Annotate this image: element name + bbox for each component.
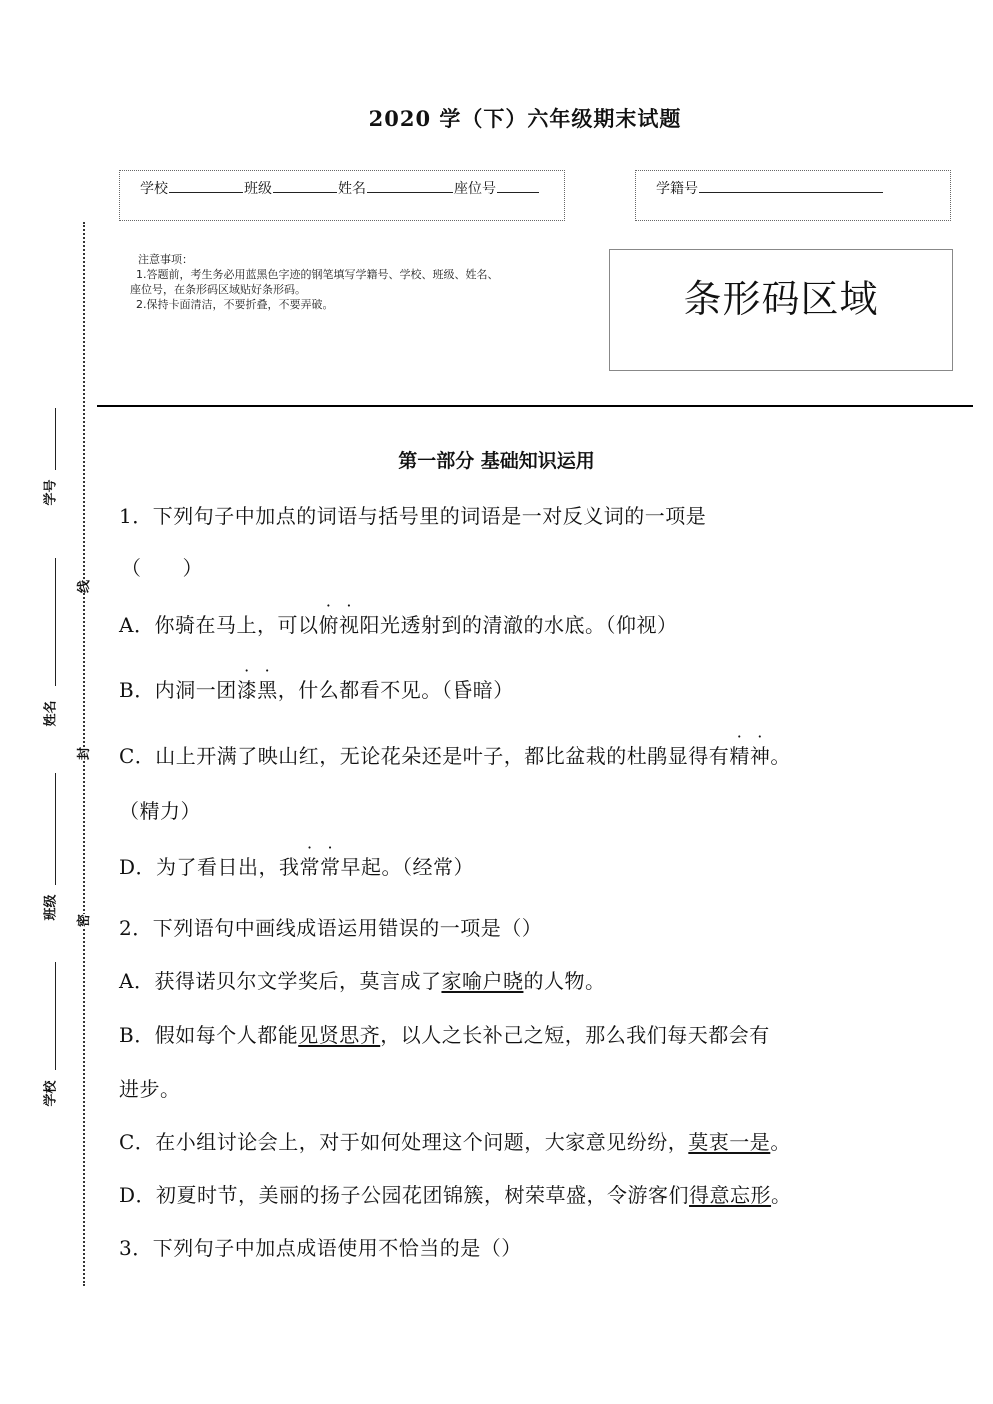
emphasis-char: 漆 [236,678,258,702]
q2-option-b: B．假如每个人都能见贤思齐，以人之长补己之短，那么我们每天都会有 [119,1023,770,1047]
q1-option-a: A．你骑在马上，可以俯视阳光透射到的清澈的水底。（仰视） [119,613,678,637]
name-line [55,558,56,686]
barcode-area [609,249,953,371]
class-label: 班级 [244,181,272,197]
emphasis-char: 常 [299,855,321,879]
notes-line-2: 2.保持卡面清洁，不要折叠，不要弄破。 [136,298,334,311]
student-id-box [635,170,951,221]
underlined-idiom: 得意忘形 [689,1183,772,1207]
class-label-vertical: 班级 [43,894,59,921]
q1-option-d: D．为了看日出，我常常早起。（经常） [119,855,475,879]
student-id-blank[interactable] [699,178,883,193]
barcode-label: 条形码区域 [683,277,879,321]
name-blank[interactable] [367,178,453,193]
name-label: 姓名 [338,181,366,197]
q1-answer-paren: （ ） [121,556,203,580]
q3-stem: 3．下列句子中加点成语使用不恰当的是（） [119,1236,522,1260]
q2-stem: 2．下列语句中画线成语运用错误的一项是（） [119,916,543,940]
q2-option-d: D．初夏时节，美丽的扬子公园花团锦簇，树荣草盛，令游客们得意忘形。 [119,1183,792,1207]
school-line [55,962,56,1070]
exam-notes [130,252,590,312]
underlined-idiom: 莫衷一是 [688,1130,771,1154]
seat-label: 座位号 [454,181,496,197]
seal-mark-mi: 密 [73,914,92,927]
emphasis-char: 视 [338,613,360,637]
emphasis-char: 黑 [257,678,278,702]
notes-line-1: 1.答题前，考生务必用蓝黑色字迹的钢笔填写学籍号、学校、班级、姓名、 [136,268,499,281]
q1-stem: 1．下列句子中加点的词语与括号里的词语是一对反义词的一项是 [119,504,707,528]
school-blank[interactable] [169,178,243,193]
seat-blank[interactable] [497,178,539,193]
emphasis-char: 俯 [318,613,339,637]
class-blank[interactable] [273,178,337,193]
seal-mark-xian: 线 [73,580,92,593]
notes-line-1b: 座位号，在条形码区域贴好条形码。 [130,283,306,296]
notes-heading: 注意事项： [138,253,193,266]
seal-mark-feng: 封 [73,747,92,760]
section-title: 第一部分 基础知识运用 [398,450,595,472]
underlined-idiom: 家喻户晓 [441,969,524,993]
emphasis-char: 常 [320,855,341,879]
q1-option-c-tail: （精力） [119,799,201,823]
q2-option-b-tail: 进步。 [119,1077,181,1101]
school-label: 学校 [140,181,168,197]
student-info-box [119,170,565,221]
q2-option-a: A．获得诺贝尔文学奖后，莫言成了家喻户晓的人物。 [119,969,606,993]
q2-option-c: C．在小组讨论会上，对于如何处理这个问题，大家意见纷纷，莫衷一是。 [119,1130,791,1154]
emphasis-char: 神 [749,744,771,768]
header-divider [97,405,973,407]
emphasis-char: 精 [729,744,750,768]
q1-option-c: C．山上开满了映山红，无论花朵还是叶子，都比盆栽的杜鹃显得有精神。 [119,744,791,768]
student-id-label: 学籍号 [656,181,698,197]
student-no-label: 学号 [43,479,59,506]
exam-title: 2020 学（下）六年级期末试题 [368,106,682,131]
q1-option-b: B．内洞一团漆黑，什么都看不见。（昏暗） [119,678,514,702]
name-label-vertical: 姓名 [43,700,59,727]
class-line [55,773,56,885]
school-label-vertical: 学校 [43,1080,59,1107]
underlined-idiom: 见贤思齐 [298,1023,381,1047]
